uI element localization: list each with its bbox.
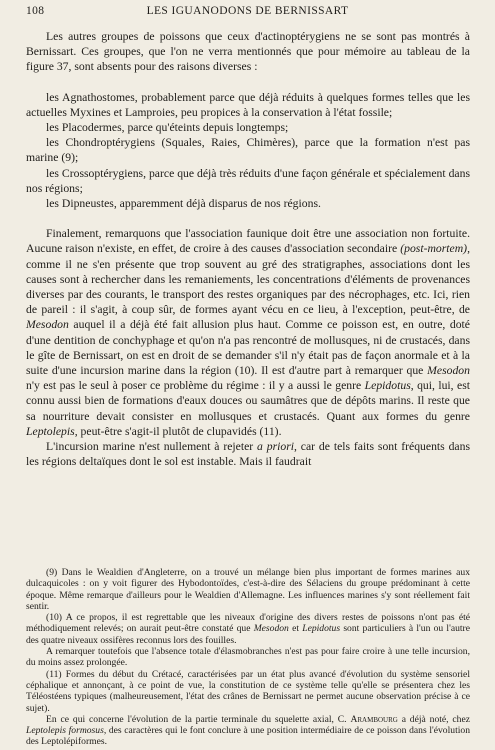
reason-chondropterygiens: les Chondroptérygiens (Squales, Raies, Chimères), parce que la formation n'est pas marine (9); [26,136,470,165]
reason-dipneustes: les Dipneustes, apparemment déjà disparus de nos régions. [46,197,321,211]
main-text [26,29,470,469]
page-number: 108 [26,5,45,17]
footnote-10: (10) A ce propos, il est regrettable que les niveaux d'origine des divers restes de poissons n'ont pas été méthodiquement relevés; on aurait peut-être constaté que Mesodon et Lepidotus sont particuliers à l'un ou l'autre des quatre niveaux ossifères reconnus lors des fouilles. [26,612,470,646]
footnote-9: (9) Dans le Wealdien d'Angleterre, on a trouvé un mélange bien plus important de formes marines aux dulcaquicoles : on y voit figurer des Hybodontoïdes, c'est-à-dire des Sélaciens du groupe prédominant à cette époque. Même remarque d'ailleurs pour le Wealdien d'Allemagne. Les influences marines s'y sont réellement fait sentir. [26,567,470,612]
association-paragraph: Finalement, remarquons que l'association faunique doit être une association non fortuite. Aucune raison n'existe, en effet, de croire à des causes d'association secondaire (post-mortem), comme il ne s'en présente que trop souvent au gré des stratigraphes, associations dont les causes sont à rechercher dans les remaniements, les concentrations d'éléments de provenances diverses par des courants, le transport des restes organiques par des nécrophages, etc. Ici, rien de pareil : il s'agit, à coup sûr, de formes ayant vécu en ce lieu, à l'exception, peut-être, de Mesodon auquel il a déjà été fait allusion plus haut. Comme ce poisson est, en outre, doté d'une dentition de conchyphage et qu'on n'a pas rencontré de mollusques, ni de crustacés, dans le gîte de Bernissart, on est en droit de se demander s'il n'y était pas de façon anormale et à la suite d'une incursion marine dans la région (10). Il est d'autre part à remarquer que Mesodon n'y est pas le seul à poser ce problème du régime : il y a aussi le genre Lepidotus, qui, lui, est connu aussi bien de formations d'eaux douces ou saumâtres que de dépôts marins. Il reste que sa nourriture devait consister en mollusques et crustacés. Quant aux formes du genre Leptolepis, peut-être s'agit-il plutôt de clupavidés (11). [26,227,470,438]
footnote-10-continued: A remarquer toutefois que l'absence totale d'élasmobranches n'est pas pour faire croire à une telle incursion, du moins assez prolongée. [26,646,470,669]
reason-agnathostomes: les Agnathostomes, probablement parce que déjà réduits à quelques formes telles que les actuelles Myxines et Lamproies, peu propices à la conservation à l'état fossile; [26,90,470,119]
reason-placodermes: les Placodermes, parce qu'éteints depuis longtemps; [46,121,289,135]
page-header [26,5,469,21]
intro-paragraph: Les autres groupes de poissons que ceux d'actinoptérygiens ne se sont pas montrés à Bernissart. Ces groupes, que l'on ne verra mentionnés que pour mémoire au tableau de la figure 37, sont absents pour des raisons diverses : [26,30,470,74]
reason-crossopterygiens: les Crossoptérygiens, parce que déjà très réduits d'une façon générale et spécialement dans nos régions; [26,166,470,195]
footnotes [26,567,470,748]
incursion-paragraph: L'incursion marine n'est nullement à rejeter a priori, car de tels faits sont fréquents dans les régions deltaïques dont le sol est instable. Mais il faudrait [26,440,471,469]
footnote-11-continued: En ce qui concerne l'évolution de la partie terminale du squelette axial, C. Arambourg a déjà noté, chez Leptolepis formosus, des caractères qui le font conclure à une position intermédiaire de ce poisson dans l'évolution des Leptolépiformes. [26,713,470,748]
running-title: LES IGUANODONS DE BERNISSART [146,5,349,17]
footnote-11: (11) Formes du début du Crétacé, caractérisées par un état plus avancé d'évolution du système sensoriel céphalique et annonçant, à ce point de vue, la constitution de ce système telle qu'elle se présentera chez les Téléostéens typiques (malheureusement, l'état des crânes de Bernissart ne permet aucune observation précise à ce sujet). [26,668,470,714]
